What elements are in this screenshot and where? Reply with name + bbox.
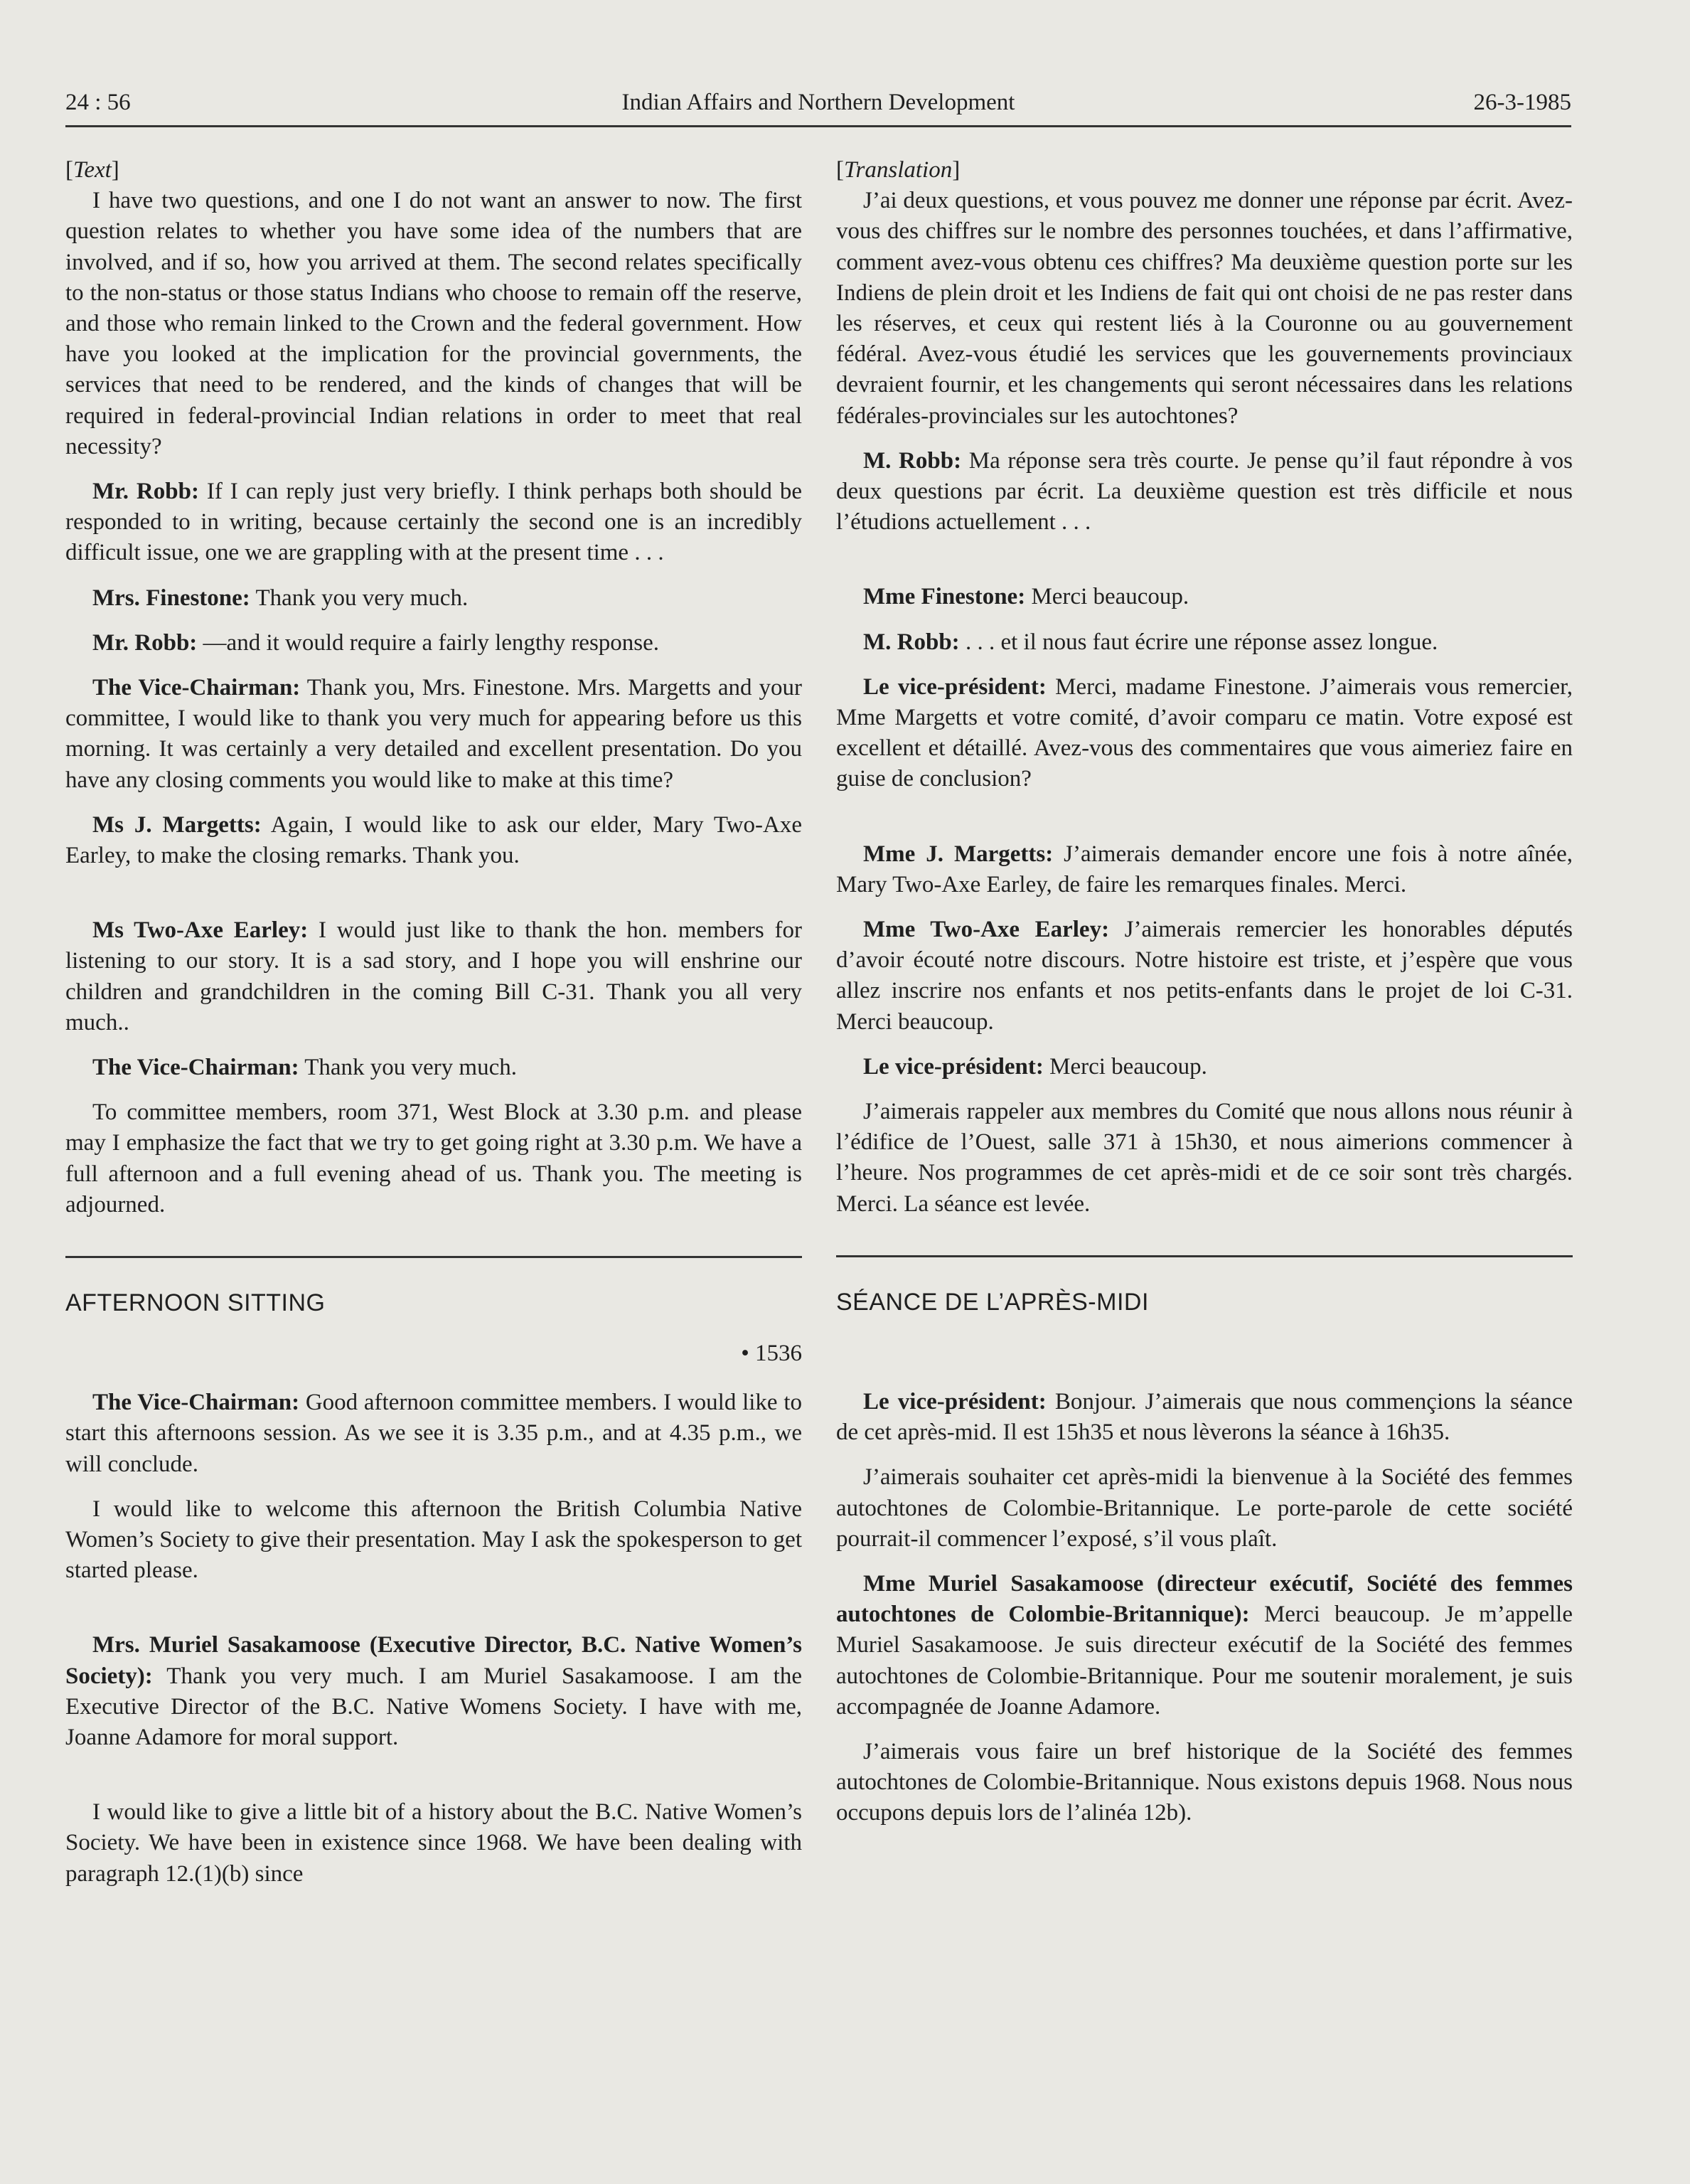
paragraph: The Vice-Chairman: Thank you, Mrs. Finestone. Mrs. Margetts and your committee, I would like to thank you very much for appearing before us this morning. It was certainly a very detailed and excellent presentation. Do you have any closing comments you would like to make at this time?: [65, 675, 802, 793]
paragraph: J’aimerais vous faire un bref historique de la Société des femmes autochtones de Colombie-Britannique. Nous existons depuis 1968. Nous nous occupons depuis lors de l’alinéa 12b).: [836, 1738, 1573, 1826]
page-number: 24 : 56: [65, 90, 131, 115]
english-column: [65, 155, 802, 1890]
paragraph: Le vice-président: Merci, madame Finestone. J’aimerais vous remercier, Mme Margetts et votre comité, d’avoir comparu ce matin. Votre exposé est excellent et détaillé. Avez-vous des commentaires que vous aimeriez faire en guise de conclusion?: [836, 673, 1573, 792]
paragraph: Le vice-président: Merci beaucoup.: [863, 1053, 1207, 1080]
translation-label: [Translation]: [836, 157, 961, 183]
paragraph: M. Robb: Ma réponse sera très courte. Je pense qu’il faut répondre à vos deux questions par écrit. La deuxième question est très difficile et nous l’étudions actuellement . . .: [836, 447, 1573, 536]
paragraph: The Vice-Chairman: Thank you very much.: [92, 1055, 517, 1081]
section-heading: SÉANCE DE L’APRÈS-MIDI: [836, 1288, 1149, 1316]
page-date: 26-3-1985: [1473, 90, 1571, 115]
paragraph: To committee members, room 371, West Block at 3.30 p.m. and please may I emphasize the fact that we try to get going right at 3.30 p.m. We have a full afternoon and a full evening ahead of us. Thank you. The meeting is adjourned.: [65, 1099, 802, 1218]
paragraph: Ms Two-Axe Earley: I would just like to thank the hon. members for listening to our story. It is a sad story, and I hope you will enshrine our children and grandchildren in the coming Bill C-31. Thank you all very much..: [65, 917, 802, 1035]
paragraph: Mme Finestone: Merci beaucoup.: [863, 584, 1189, 610]
paragraph: J’ai deux questions, et vous pouvez me donner une réponse par écrit. Avez-vous des chiffres sur le nombre des personnes touchées, et dans l’affirmative, comment avez-vous obtenu ces chiffres? Ma deuxième question porte sur les Indiens de plein droit et les Indiens de fait qui ont choisi de ne pas rester dans les réserves, et ceux qui restent liés à la Couronne ou au gouvernement fédéral. Avez-vous étudié les services que les gouvernements provinciaux devraient fournir, et les changements qui seront nécessaires dans les relations fédérales-provinciales sur les autochtones?: [836, 188, 1573, 429]
paragraph: Mme J. Margetts: J’aimerais demander encore une fois à notre aînée, Mary Two-Axe Earley, de faire les remarques finales. Merci.: [836, 841, 1573, 897]
paragraph: Mme Two-Axe Earley: J’aimerais remercier les honorables députés d’avoir écouté notre discours. Notre histoire est triste, et j’espère que vous allez inscrire nos enfants et nos petits-enfants dans le projet de loi C-31. Merci beaucoup.: [836, 917, 1573, 1035]
paragraph: Mr. Robb: —and it would require a fairly lengthy response.: [92, 629, 660, 656]
time-mark: • 1536: [741, 1341, 802, 1367]
paragraph: I would like to give a little bit of a history about the B.C. Native Women’s Society. We have been in existence since 1968. We have been dealing with paragraph 12.(1)(b) since: [65, 1799, 802, 1887]
paragraph: J’aimerais souhaiter cet après-midi la bienvenue à la Société des femmes autochtones de Colombie-Britannique. Le porte-parole de cette société pourrait-il commencer l’exposé, s’il vous plaît.: [836, 1464, 1573, 1552]
paragraph: Mr. Robb: If I can reply just very briefly. I think perhaps both should be responded to in writing, because certainly the second one is an incredibly difficult issue, one we are grappling with at the present time . . .: [65, 479, 802, 566]
text-label: [Text]: [65, 157, 119, 183]
publication-title: Indian Affairs and Northern Development: [621, 90, 1015, 115]
french-column: [836, 155, 1573, 1829]
paragraph: The Vice-Chairman: Good afternoon committee members. I would like to start this afternoons session. As we see it is 3.35 p.m., and at 4.35 p.m., we will conclude.: [65, 1390, 802, 1477]
paragraph: I have two questions, and one I do not want an answer to now. The first question relates to whether you have some idea of the numbers that are involved, and if so, how you arrived at them. The second relates specifically to the non-status or those status Indians who choose to remain off the reserve, and those who remain linked to the Crown and the federal government. How have you looked at the implication for the provincial governments, the services that need to be rendered, and the kinds of changes that will be required in federal-provincial Indian relations in order to meet that real necessity?: [65, 188, 802, 459]
paragraph: Mrs. Finestone: Thank you very much.: [92, 585, 469, 611]
paragraph: Ms J. Margetts: Again, I would like to ask our elder, Mary Two-Axe Earley, to make the closing remarks. Thank you.: [65, 811, 802, 869]
paragraph: Mrs. Muriel Sasakamoose (Executive Director, B.C. Native Women’s Society): Thank you very much. I am Muriel Sasakamoose. I am the Executive Director of the B.C. Native Womens Society. I have with me, Joanne Adamore for moral support.: [65, 1632, 802, 1750]
section-divider: [836, 1255, 1573, 1257]
paragraph: I would like to welcome this afternoon the British Columbia Native Women’s Society to give their presentation. May I ask the spokesperson to get started please.: [65, 1496, 802, 1584]
paragraph: Mme Muriel Sasakamoose (directeur exécutif, Société des femmes autochtones de Colombie-Britannique): Merci beaucoup. Je m’appelle Muriel Sasakamoose. Je suis directeur exécutif de la Société des femmes autochtones de Colombie-Britannique. Pour me soutenir moralement, je suis accompagnée de Joanne Adamore.: [836, 1570, 1573, 1720]
paragraph: M. Robb: . . . et il nous faut écrire une réponse assez longue.: [863, 629, 1438, 655]
section-heading: AFTERNOON SITTING: [65, 1289, 326, 1317]
paragraph: J’aimerais rappeler aux membres du Comité que nous allons nous réunir à l’édifice de l’Ouest, salle 371 à 15h30, et nous aimerions commencer à l’heure. Nos programmes de cet après-midi et de ce soir sont très chargés. Merci. La séance est levée.: [836, 1099, 1573, 1217]
page-header: [65, 85, 1571, 127]
time-mark-spacer: [836, 1340, 1573, 1373]
paragraph: Le vice-président: Bonjour. J’aimerais que nous commençions la séance de cet après-mid. Il est 15h35 et nous lèverons la séance à 16h35.: [836, 1388, 1573, 1446]
section-divider: [65, 1256, 802, 1258]
